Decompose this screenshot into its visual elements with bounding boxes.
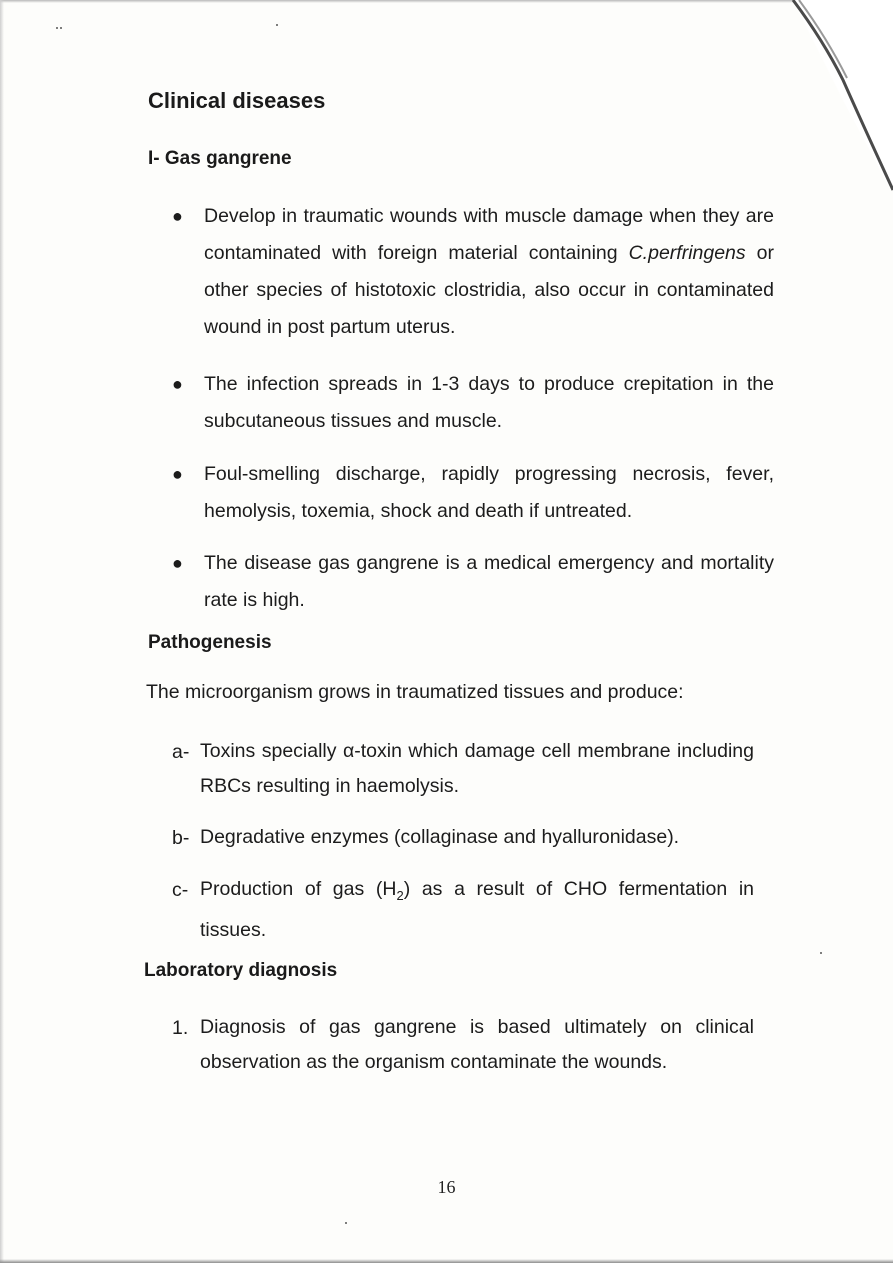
organism-name: C.perfringens	[628, 242, 746, 264]
pathogenesis-intro: The microorganism grows in traumatized tissues and produce:	[146, 681, 684, 703]
scan-speck	[60, 27, 62, 29]
list-item	[172, 820, 762, 860]
scan-edge-bottom	[0, 1259, 893, 1263]
list-text: Diagnosis of gas gangrene is based ultimately on clinical observation as the organism contaminate the wounds.	[200, 1016, 754, 1073]
bullet-text: The infection spreads in 1-3 days to produce crepitation in the subcutaneous tissues and muscle.	[204, 373, 774, 432]
bullet-text	[204, 198, 774, 346]
list-marker: b-	[172, 827, 190, 849]
list-item	[172, 198, 772, 348]
list-item	[172, 1010, 762, 1082]
list-text: Degradative enzymes (collaginase and hyalluronidase).	[200, 826, 680, 848]
bullet-icon: ●	[172, 464, 183, 484]
list-marker: 1.	[172, 1017, 189, 1039]
page-number: 16	[437, 1177, 456, 1197]
pathogenesis-heading: Pathogenesis	[148, 632, 272, 653]
bullet-icon: ●	[172, 374, 183, 394]
page-title: Clinical diseases	[148, 88, 326, 113]
scan-speck	[345, 1222, 347, 1224]
bullet-text: Foul-smelling discharge, rapidly progressing necrosis, fever, hemolysis, toxemia, shock and death if untreated.	[204, 463, 774, 522]
bullet-icon: ●	[172, 206, 183, 226]
list-item	[172, 545, 772, 621]
list-text-part: ) as a result of CHO fermentation in tissues.	[200, 878, 754, 941]
list-item	[172, 734, 762, 806]
subscript: 2	[396, 887, 404, 903]
list-marker: c-	[172, 879, 189, 901]
list-item	[172, 872, 762, 944]
gas-gangrene-heading: I- Gas gangrene	[148, 148, 292, 169]
bullet-text-part: or other species of histotoxic clostridia, also occur in contaminated wound in post partum uterus.	[204, 242, 774, 338]
list-text-part: Production of gas (H	[200, 878, 397, 900]
scan-edge-left	[0, 0, 4, 1263]
scan-speck	[276, 24, 278, 26]
list-text	[200, 872, 754, 948]
list-text: Toxins specially α-toxin which damage cell membrane including RBCs resulting in haemolysis.	[200, 740, 754, 797]
scan-speck	[56, 27, 58, 29]
scan-speck	[820, 952, 822, 954]
page-corner-shadow	[753, 0, 893, 200]
list-item	[172, 456, 772, 532]
list-item	[172, 366, 772, 442]
bullet-text-part: Develop in traumatic wounds with muscle damage when they are contaminated with foreign material containing	[204, 205, 774, 264]
bullet-text: The disease gas gangrene is a medical emergency and mortality rate is high.	[204, 552, 774, 611]
list-marker: a-	[172, 741, 190, 763]
lab-diagnosis-heading: Laboratory diagnosis	[144, 960, 338, 981]
bullet-icon: ●	[172, 553, 183, 573]
